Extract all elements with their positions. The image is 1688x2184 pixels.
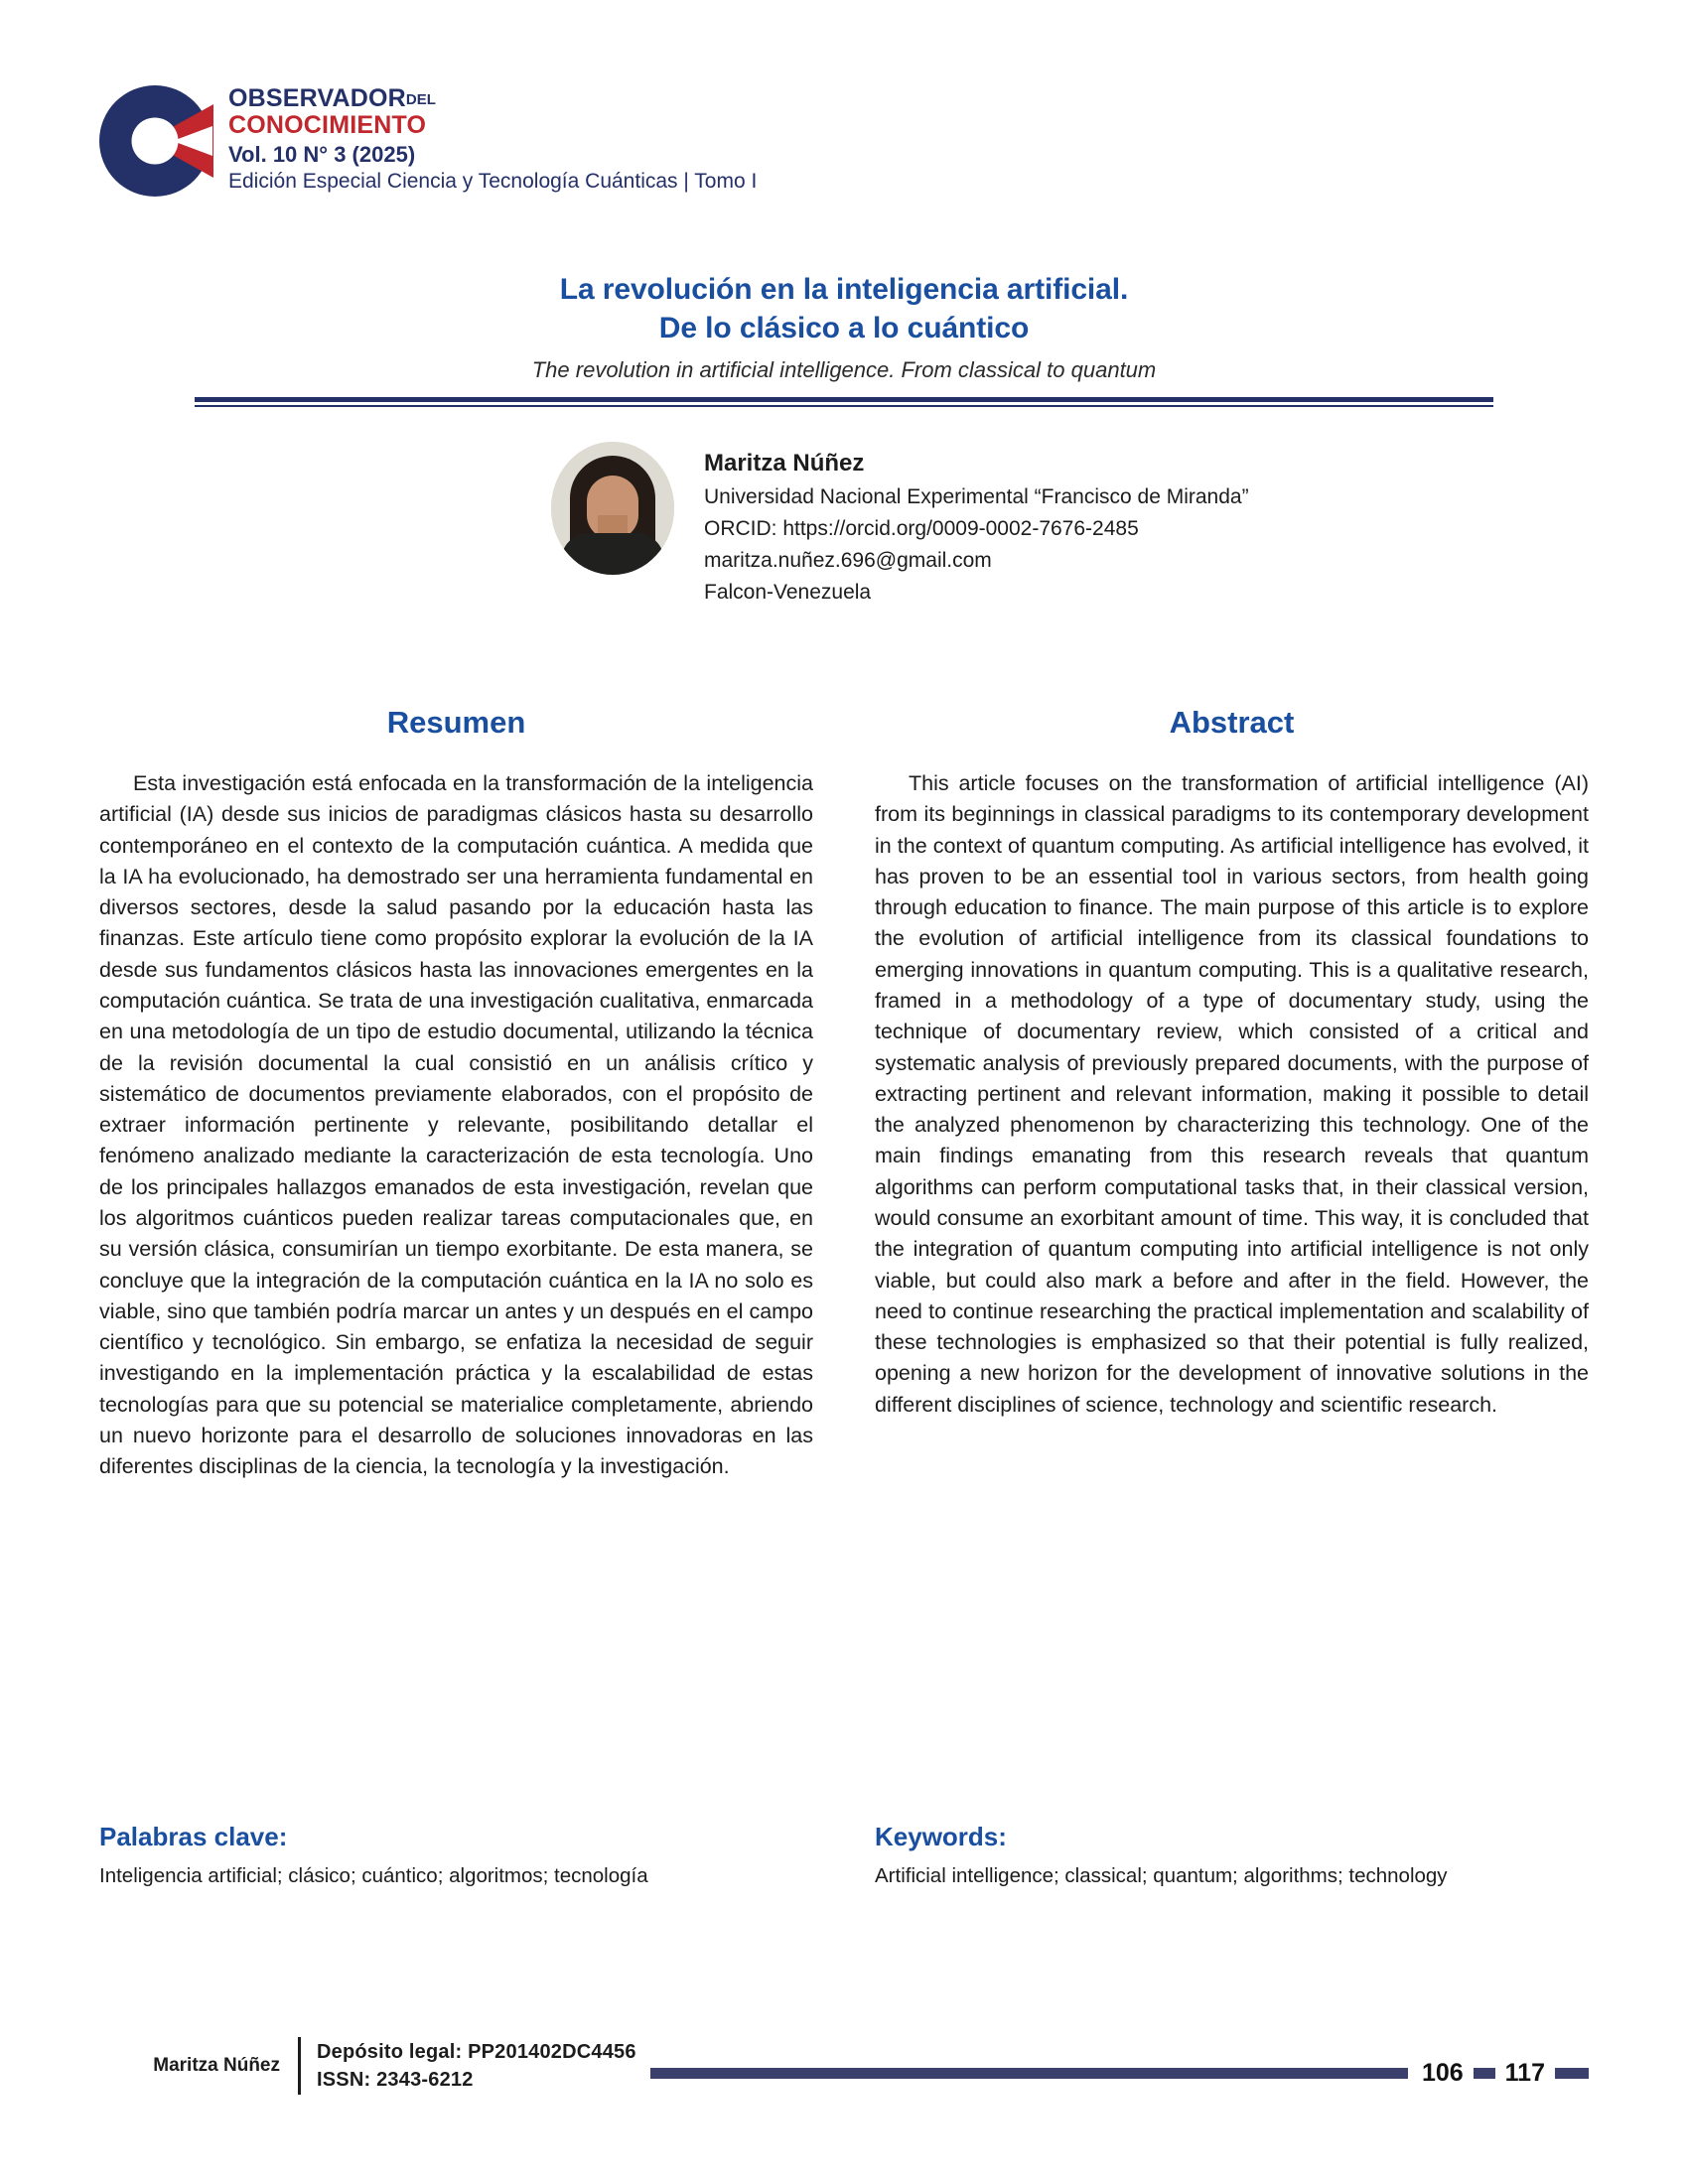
keywords-en-heading: Keywords: <box>875 1822 1007 1851</box>
abstract-heading: Abstract <box>1169 705 1295 740</box>
keywords-section <box>99 1822 1589 1891</box>
abstract-column <box>875 705 1589 1482</box>
abstract-body <box>875 768 1589 1421</box>
author-details <box>704 442 1249 609</box>
footer-page-start: 106 <box>1421 2058 1464 2087</box>
keywords-es-heading: Palabras clave: <box>99 1822 288 1851</box>
author-orcid[interactable]: ORCID: https://orcid.org/0009-0002-7676-2485 <box>704 516 1139 540</box>
resumen-heading: Resumen <box>386 705 526 740</box>
author-email[interactable]: maritza.nuñez.696@gmail.com <box>704 548 992 572</box>
journal-titles <box>228 77 757 195</box>
footer-issn: ISSN: 2343-6212 <box>317 2069 474 2091</box>
footer-page-end: 117 <box>1504 2058 1545 2087</box>
author-affiliation: Universidad Nacional Experimental “Francisco de Miranda” <box>704 485 1249 508</box>
article-title-line2: De lo clásico a lo cuántico <box>658 312 1030 344</box>
page-footer <box>99 2031 1589 2101</box>
journal-masthead <box>99 77 757 197</box>
footer-page-range <box>1421 2058 1589 2087</box>
abstract-text: This article focuses on the transformation of artificial intelligence (AI) from its beginnings in classical paradigms to its contemporary development in the context of quantum computing. As artificial intelligence has evolved, it has proven to be an essential tool in various sectors, from health going through education to finance. The main purpose of this article is to explore the evolution of artificial intelligence from its classical foundations to emerging innovations in quantum computing. This is a qualitative research, framed in a methodology of a type of documentary study, using the technique of documentary review, which consisted of a critical and systematic analysis of previously prepared documents, with the purpose of extracting pertinent and relevant information, making it possible to detail the analyzed phenomenon by characterizing this technology. One of the main findings emanating from this research reveals that quantum algorithms can perform computational tasks that, in their classical version, would consume an exorbitant amount of time. This way, it is concluded that the integration of quantum computing into artificial intelligence is not only viable, but could also mark a before and after in the field. However, the need to continue researching the practical implementation and scalability of these technologies is emphasized so that their potential is fully realized, opening a new horizon for the development of innovative solutions in the different disciplines of science, technology and scientific research. <box>875 771 1589 1417</box>
author-name: Maritza Núñez <box>704 450 865 477</box>
resumen-body <box>99 768 813 1482</box>
author-location: Falcon-Venezuela <box>704 580 872 604</box>
journal-name-del: DEL <box>405 91 436 108</box>
article-title-line1: La revolución en la inteligencia artificial. <box>559 273 1129 306</box>
keywords-english <box>875 1822 1589 1891</box>
footer-deposito-legal: Depósito legal: PP201402DC4456 <box>317 2040 636 2063</box>
keywords-spanish <box>99 1822 813 1891</box>
journal-edition: Edición Especial Ciencia y Tecnología Cuánticas | Tomo I <box>228 169 758 193</box>
keywords-es-text: Inteligencia artificial; clásico; cuántico; algoritmos; tecnología <box>99 1864 648 1887</box>
journal-volume: Vol. 10 N° 3 (2025) <box>228 142 416 167</box>
page-tail-bar <box>1555 2068 1589 2079</box>
journal-name-line1 <box>228 85 757 112</box>
resumen-column <box>99 705 813 1482</box>
title-block <box>199 270 1489 383</box>
journal-name-line2: CONOCIMIENTO <box>228 111 427 139</box>
author-avatar <box>551 442 674 575</box>
header-rule <box>195 397 1493 407</box>
footer-author: Maritza Núñez <box>153 2055 280 2076</box>
journal-logo-icon <box>99 85 211 197</box>
footer-rule-bar <box>650 2068 1408 2079</box>
journal-name-observador: OBSERVADOR <box>228 84 406 112</box>
author-block <box>551 442 1249 609</box>
resumen-text: Esta investigación está enfocada en la transformación de la inteligencia artificial (IA) desde sus inicios de paradigmas clásicos hasta su desarrollo contemporáneo en el contexto de la computación cuántica. A medida que la IA ha evolucionado, ha demostrado ser una herramienta fundamental en diversos sectores, desde la salud pasando por la educación hasta las finanzas. Este artículo tiene como propósito explorar la evolución de la IA desde sus fundamentos clásicos hasta las innovaciones emergentes en la computación cuántica. Se trata de una investigación cualitativa, enmarcada en una metodología de un tipo de estudio documental, utilizando la técnica de la revisión documental la cual consistió en un análisis crítico y sistemático de documentos previamente elaborados, con el propósito de extraer información pertinente y relevante, posibilitando detallar el fenómeno analizado mediante la caracterización de esta tecnología. Uno de los principales hallazgos emanados de esta investigación, revelan que los algoritmos cuánticos pueden realizar tareas computacionales que, en su versión clásica, consumirían un tiempo exorbitante. De esta manera, se concluye que la integración de la computación cuántica en la IA no solo es viable, sino que también podría marcar un antes y un después en el campo científico y tecnológico. Sin embargo, se enfatiza la necesidad de seguir investigando en la implementación práctica y la escalabilidad de estas tecnologías para que su potencial se materialice completamente, abriendo un nuevo horizonte para el desarrollo de soluciones innovadoras en las diferentes disciplinas de la ciencia, la tecnología y la investigación. <box>99 771 813 1479</box>
abstract-columns <box>99 705 1589 1482</box>
rule-thin <box>195 405 1493 407</box>
rule-thick <box>195 397 1493 402</box>
keywords-en-text: Artificial intelligence; classical; quantum; algorithms; technology <box>875 1864 1448 1887</box>
article-subtitle: The revolution in artificial intelligence. From classical to quantum <box>531 357 1157 382</box>
page-separator-square <box>1474 2068 1495 2079</box>
footer-identifiers <box>301 2038 636 2095</box>
